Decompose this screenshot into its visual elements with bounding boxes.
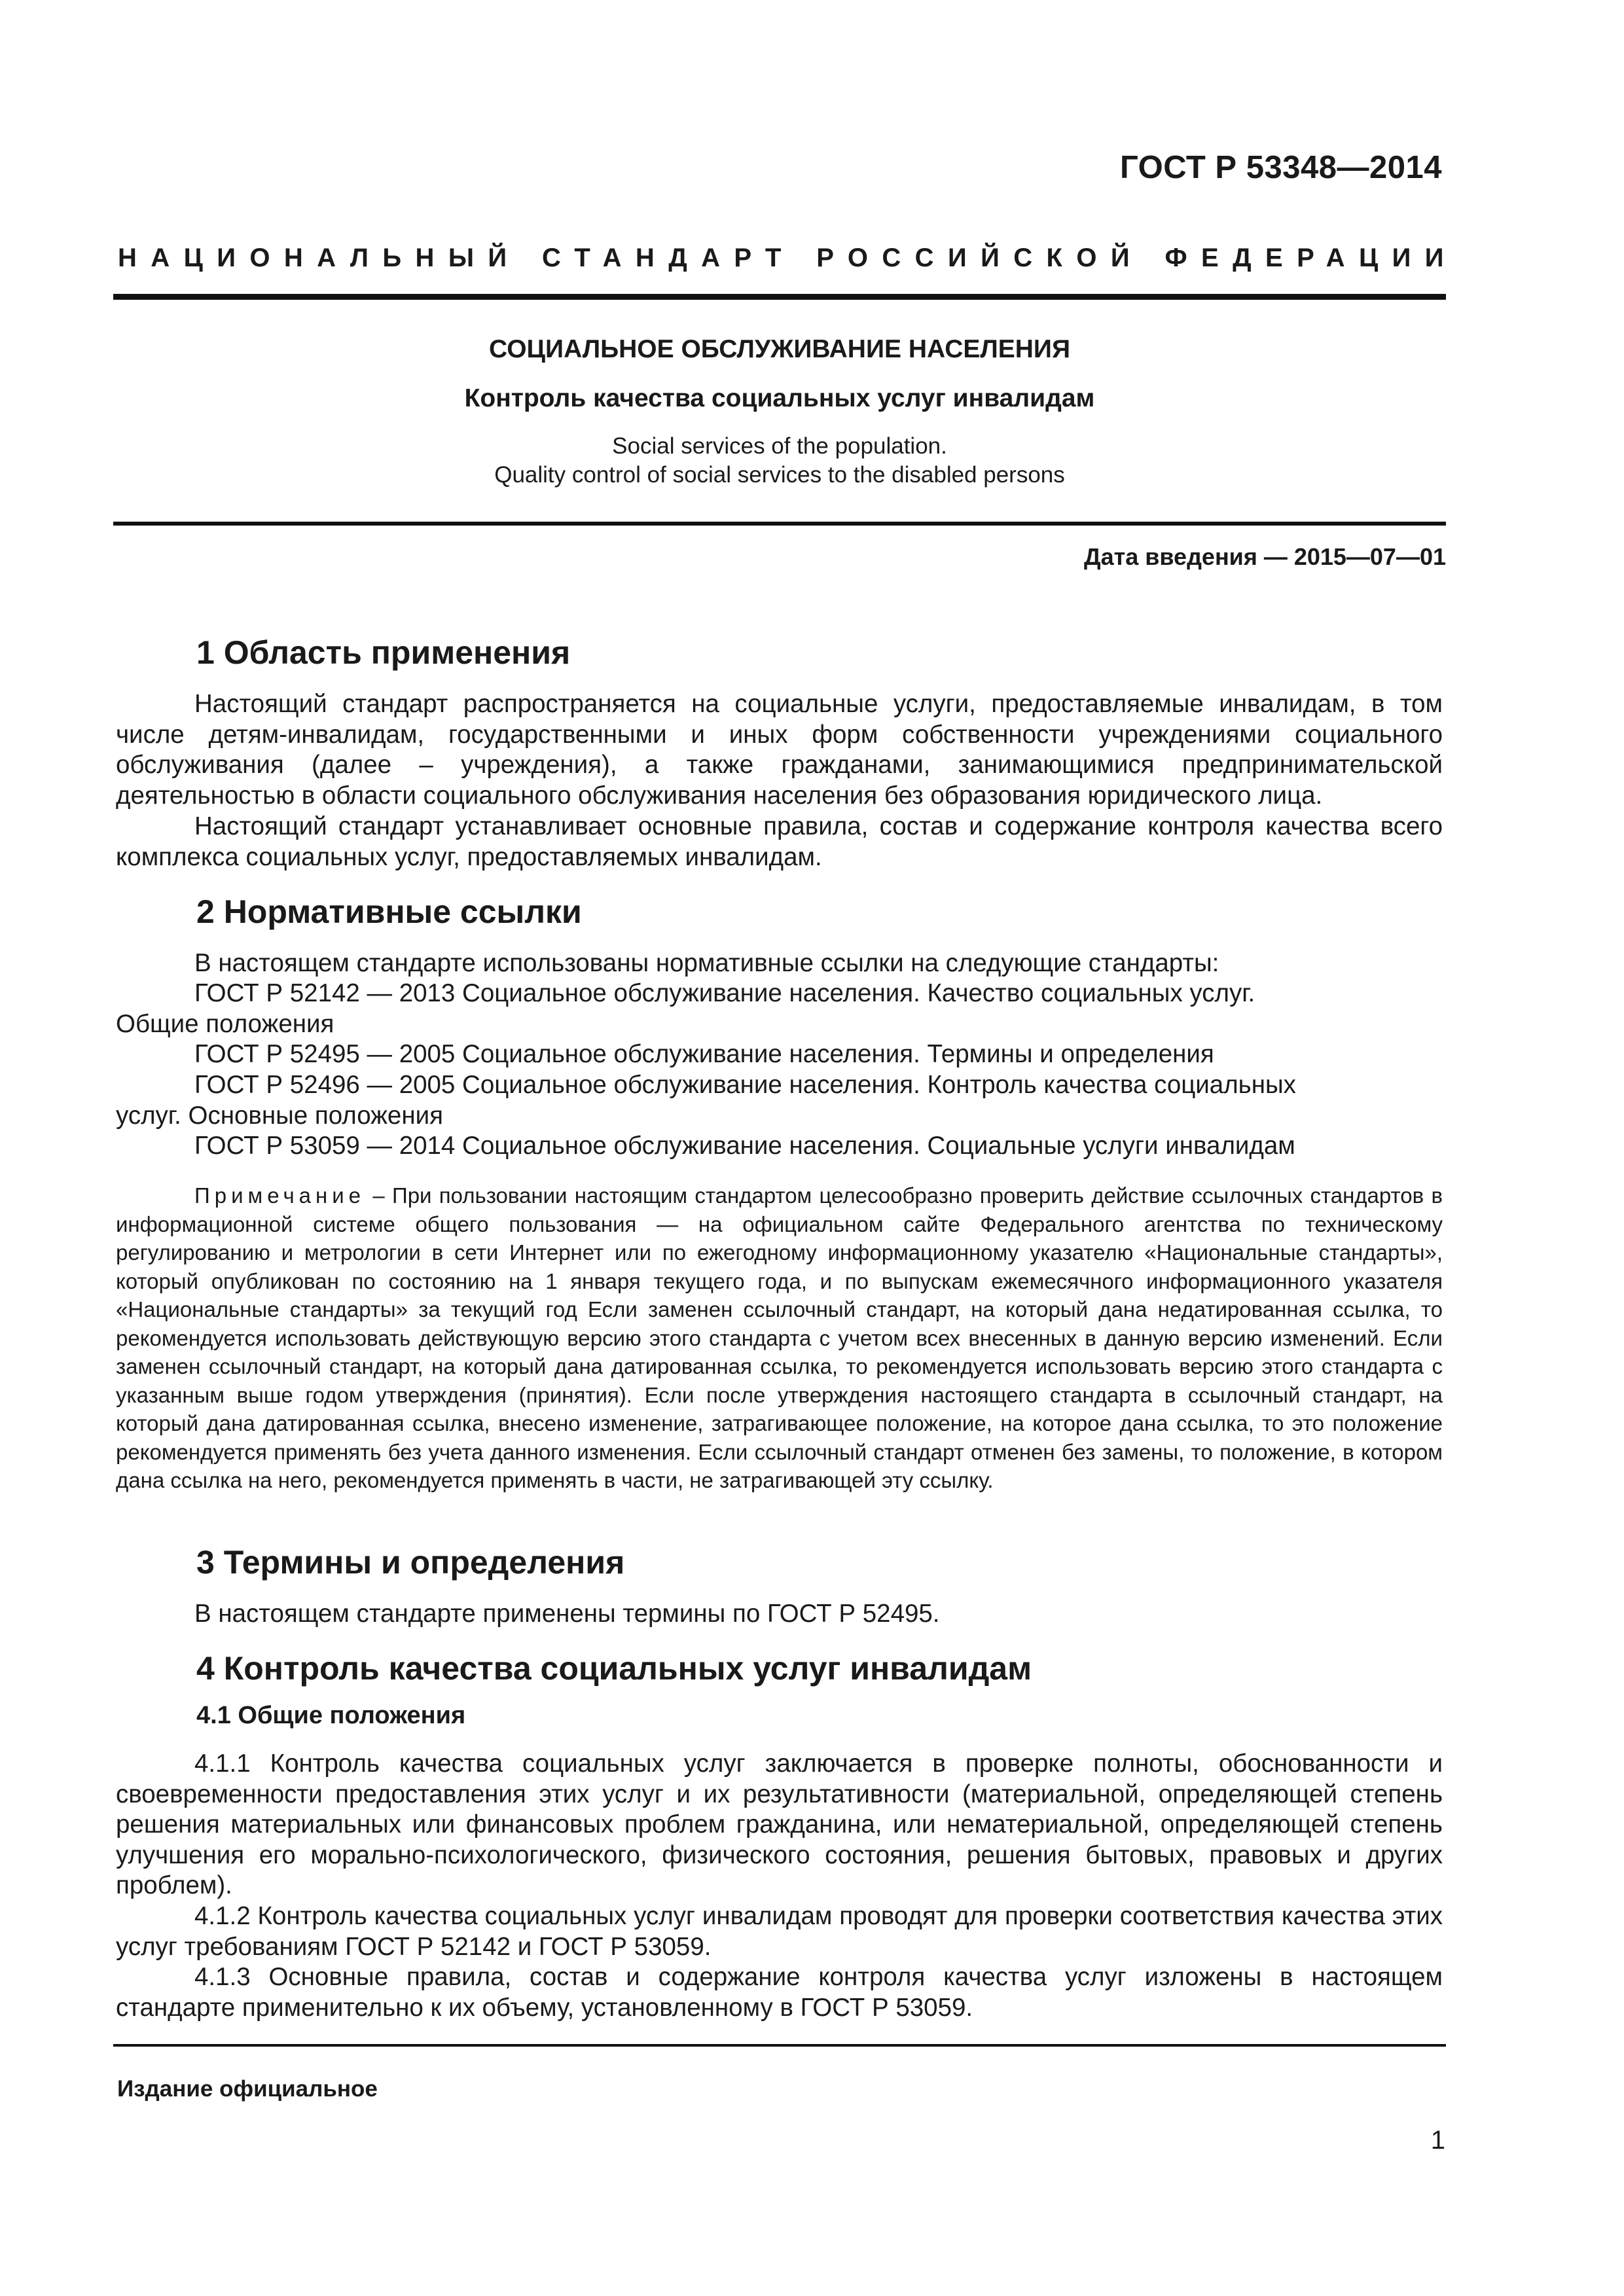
reference-text: ГОСТ Р 53059 — 2014 Социальное обслуживание населения. Социальные услуги инвалидам [194, 1132, 1295, 1160]
note-label: Примечание [194, 1183, 366, 1208]
reference-text-continued: Общие положения [116, 1009, 334, 1038]
section-1-paragraph-1-text: Настоящий стандарт распространяется на социальные услуги, предоставляемые инвалидам, в том числе детям-инвалидам, государственными и иных форм собственности учреждениями социального обслуживания (далее – учреждения), а также гражданами, занимающимися предпринимательской деятельностью в области социального обслуживания населения без образования юридического лица. [116, 690, 1443, 810]
header-divider [113, 294, 1446, 300]
document-subtitle: Контроль качества социальных услуг инвалидам [464, 384, 1095, 412]
reference-text: ГОСТ Р 52142 — 2013 Социальное обслуживание населения. Качество социальных услуг. [194, 979, 1255, 1007]
section-3-heading: 3 Термины и определения [196, 1544, 625, 1581]
clause-4-1-1-text: 4.1.1 Контроль качества социальных услуг заключается в проверке полноты, обоснованности и своевременности предоставления этих услуг и их результативности (материальной, определяющей степень решения материальных или финансовых проблем гражданина, или нематериальной, определяющей степень улучшения его морально-психологического, физического состояния, решения бытовых, правовых и других проблем). [116, 1749, 1443, 1899]
reference-item [116, 1070, 1443, 1131]
standard-code: ГОСТ Р 53348—2014 [1119, 150, 1442, 185]
section-4-heading: 4 Контроль качества социальных услуг инвалидам [196, 1650, 1032, 1687]
section-3-paragraph-text: В настоящем стандарте применены термины по ГОСТ Р 52495. [194, 1600, 940, 1628]
section-2-intro [116, 948, 1443, 979]
note-text: – При пользовании настоящим стандартом целесообразно проверить действие ссылочных стандартов в информационной системе общего пользования — на официальном сайте Федерального агентства по техническому регулированию и метрологии в сети Интернет или по ежегодному информационному указателю «Национальные стандарты», который опубликован по состоянию на 1 января текущего года, и по выпускам ежемесячного информационного указателя «Национальные стандарты» за текущий год Если заменен ссылочный стандарт, на который дана недатированная ссылка, то рекомендуется использовать действующую версию этого стандарта с учетом всех внесенных в данную версию изменений. Если заменен ссылочный стандарт, на который дана датированная ссылка, то рекомендуется использовать версию этого стандарта с указанным выше годом утверждения (принятия). Если после утверждения настоящего стандарта в ссылочный стандарт, на который дана датированная ссылка, внесено изменение, затрагивающее положение, на которое дана ссылка, то это положение рекомендуется применять без учета данного изменения. Если ссылочный стандарт отменен без замены, то положение, в котором дана ссылка на него, рекомендуется применять в части, не затрагивающей эту ссылку. [116, 1183, 1443, 1492]
section-2-heading: 2 Нормативные ссылки [196, 893, 582, 930]
reference-item [116, 978, 1443, 1039]
clause-4-1-2-text: 4.1.2 Контроль качества социальных услуг инвалидам проводят для проверки соответствия качества этих услуг требованиям ГОСТ Р 52142 и ГОСТ Р 53059. [116, 1902, 1443, 1961]
section-1-heading: 1 Область применения [196, 634, 571, 671]
section-3-paragraph [116, 1599, 1443, 1630]
english-title-line-2: Quality control of social services to the disabled persons [494, 462, 1065, 488]
clause-4-1-3 [116, 1962, 1443, 2023]
clause-4-1-3-text: 4.1.3 Основные правила, состав и содержание контроля качества услуг изложены в настоящем стандарте применительно к их объему, установленному в ГОСТ Р 53059. [116, 1963, 1443, 2022]
title-divider [113, 522, 1446, 526]
clause-4-1-2 [116, 1901, 1443, 1962]
reference-text: ГОСТ Р 52495 — 2005 Социальное обслуживание населения. Термины и определения [194, 1040, 1214, 1068]
reference-item [116, 1131, 1443, 1162]
edition-label: Издание официальное [117, 2076, 378, 2102]
reference-item [116, 1039, 1443, 1070]
introduction-date: Дата введения — 2015—07—01 [1083, 543, 1446, 570]
subsection-4-1-heading: 4.1 Общие положения [196, 1702, 466, 1729]
clause-4-1-1 [116, 1749, 1443, 1901]
section-1-paragraph-2-text: Настоящий стандарт устанавливает основные правила, состав и содержание контроля качества всего комплекса социальных услуг, предоставляемых инвалидам. [116, 812, 1443, 871]
reference-text-continued: услуг. Основные положения [116, 1101, 443, 1130]
section-1-paragraph-2 [116, 812, 1443, 872]
footer-divider [113, 2044, 1446, 2047]
document-title: СОЦИАЛЬНОЕ ОБСЛУЖИВАНИЕ НАСЕЛЕНИЯ [489, 335, 1070, 363]
english-title-line-1: Social services of the population. [612, 433, 947, 459]
page-number: 1 [1430, 2126, 1445, 2155]
section-1-paragraph-1 [116, 689, 1443, 811]
section-2-intro-text: В настоящем стандарте использованы нормативные ссылки на следующие стандарты: [194, 949, 1219, 977]
reference-text: ГОСТ Р 52496 — 2005 Социальное обслуживание населения. Контроль качества социальных [194, 1071, 1296, 1099]
national-standard-banner: НАЦИОНАЛЬНЫЙ СТАНДАРТ РОССИЙСКОЙ ФЕДЕРАЦИИ [118, 243, 1458, 272]
normative-note [116, 1181, 1443, 1495]
